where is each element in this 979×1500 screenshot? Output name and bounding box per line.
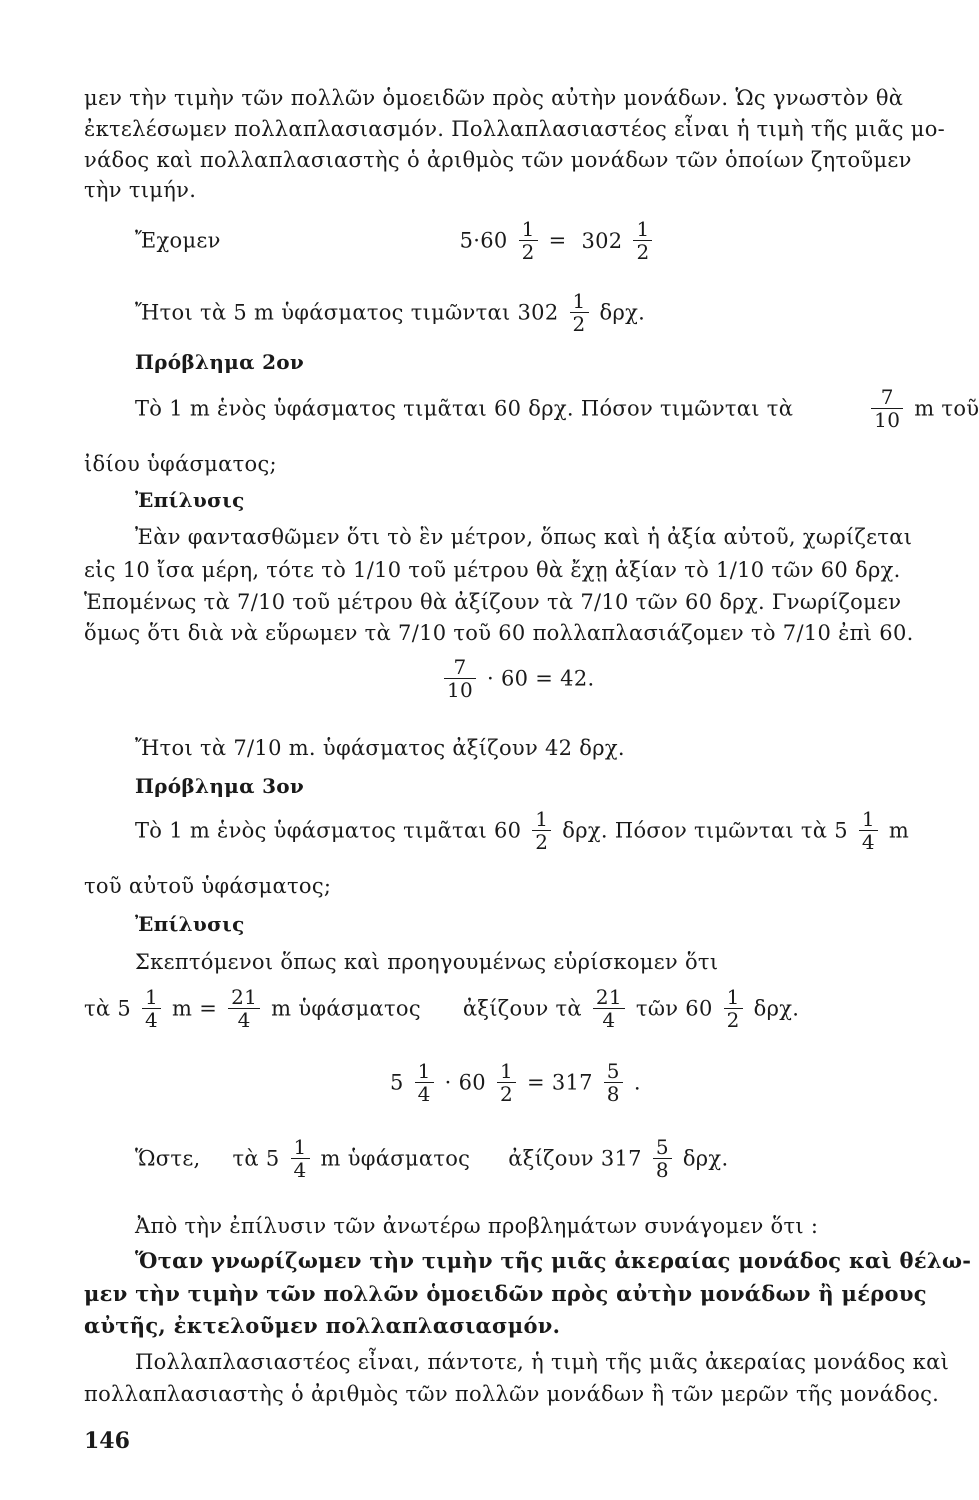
fraction: $\frac{1}{2}$: [497, 1060, 516, 1105]
fraction: $\frac{5}{8}$: [604, 1060, 623, 1105]
solution-title: Ἐπίλυσις: [135, 912, 245, 936]
question-text: Τὸ 1 m ἑνὸς ὑφάσματος τιμᾶται 60: [135, 818, 522, 843]
equation-term: m ὑφάσματος: [271, 996, 421, 1021]
question-text: m: [888, 818, 910, 843]
problem-title: Πρόβλημα 2ον: [135, 350, 305, 374]
fraction: $\frac{21}{4}$: [593, 986, 625, 1031]
result-unit: δρχ.: [599, 300, 646, 325]
text-line: Ἀπὸ τὴν ἐπίλυσιν τῶν ἀνωτέρω προβλημάτων συνάγομεν ὅτι :: [135, 1214, 819, 1238]
result-line: Ἤτοι τὰ 7/10 m. ὑφάσματος ἀξίζουν 42 δρχ.: [135, 736, 625, 760]
text-line: Σκεπτόμενοι ὅπως καὶ προηγουμένως εὑρίσκομεν ὅτι: [135, 950, 719, 974]
fraction: $\frac{7}{10}$: [444, 656, 476, 701]
equation-term: = 317: [526, 1070, 593, 1095]
fraction: $\frac{1}{2}$: [570, 290, 589, 335]
fraction: $\frac{1}{4}$: [142, 986, 161, 1031]
problem-question: [135, 385, 979, 438]
solution-title: Ἐπίλυσις: [135, 488, 245, 512]
text-line: εἰς 10 ἴσα μέρη, τότε τὸ 1/10 τοῦ μέτρου θὰ ἔχῃ ἀξίαν τὸ 1/10 τῶν 60 δρχ.: [84, 558, 901, 582]
equation-line: [135, 218, 925, 270]
equation-term: ἀξίζουν 317: [508, 1146, 642, 1171]
problem-question: [135, 808, 925, 860]
fraction: $\frac{1}{4}$: [859, 808, 878, 853]
text-line: Ἐὰν φαντασθῶμεν ὅτι τὸ ἓν μέτρον, ὅπως καὶ ἡ ἀξία αὐτοῦ, χωρίζεται: [135, 525, 913, 549]
text-line: μεν τὴν τιμὴν τῶν πολλῶν ὁμοειδῶν πρὸς αὐτὴν μονάδων. Ὡς γνωστὸν θὰ: [84, 86, 904, 110]
equation-term: τῶν 60: [635, 996, 713, 1021]
fraction: $\frac{1}{2}$: [519, 218, 538, 263]
equation-term: ἀξίζουν τὰ: [462, 996, 582, 1021]
text-line: νάδος καὶ πολλαπλασιαστὴς ὁ ἀριθμὸς τῶν μονάδων τῶν ὁποίων ζητοῦμεν: [84, 148, 912, 172]
equation-line: [135, 1136, 925, 1188]
fraction: $\frac{1}{4}$: [415, 1060, 434, 1105]
fraction: $\frac{1}{2}$: [532, 808, 551, 853]
question-text: m τοῦ: [914, 396, 979, 421]
equation-term: δρχ.: [682, 1146, 729, 1171]
equation-term: 5: [390, 1070, 404, 1095]
question-text: Τὸ 1 m ἑνὸς ὑφάσματος τιμᾶται 60 δρχ. Πόσον τιμῶνται τὰ: [135, 396, 794, 421]
rule-text: αὐτῆς, ἐκτελοῦμεν πολλαπλασιασμόν.: [84, 1313, 561, 1338]
equation-term: m =: [172, 996, 218, 1021]
equation-term: .: [633, 1070, 641, 1095]
equation-line: [390, 1060, 790, 1112]
equation-term: τὰ 5: [84, 996, 132, 1021]
equation-term: δρχ.: [753, 996, 800, 1021]
equals-sign: =: [548, 228, 567, 253]
text-line: Ἑπομένως τὰ 7/10 τοῦ μέτρου θὰ ἀξίζουν τὰ 7/10 τῶν 60 δρχ. Γνωρίζομεν: [84, 590, 902, 614]
equation-term: τὰ 5: [232, 1146, 280, 1171]
fraction: $\frac{1}{2}$: [633, 218, 652, 263]
equation-term: · 60 = 42.: [487, 666, 595, 691]
text-line: ὅμως ὅτι διὰ νὰ εὕρωμεν τὰ 7/10 τοῦ 60 πολλαπλασιάζομεν τὸ 7/10 ἐπὶ 60.: [84, 621, 914, 645]
question-text: δρχ. Πόσον τιμῶνται τὰ 5: [562, 818, 848, 843]
equation-line: [84, 986, 924, 1038]
text-line: τοῦ αὐτοῦ ὑφάσματος;: [84, 874, 332, 898]
fraction: $\frac{21}{4}$: [228, 986, 260, 1031]
text-line: πολλαπλασιαστὴς ὁ ἀριθμὸς τῶν πολλῶν μονάδων ἢ τῶν μερῶν τῆς μονάδος.: [84, 1382, 940, 1406]
equation-label: Ἔχομεν: [135, 228, 221, 253]
equation-term: 5·60: [459, 228, 508, 253]
rule-text: Ὅταν γνωρίζωμεν τὴν τιμὴν τῆς μιᾶς ἀκεραίας μονάδος καὶ θέλω-: [135, 1248, 972, 1273]
result-text: Ἤτοι τὰ 5 m ὑφάσματος τιμῶνται 302: [135, 300, 559, 325]
fraction: $\frac{1}{4}$: [291, 1136, 310, 1181]
rule-text: μεν τὴν τιμὴν τῶν πολλῶν ὁμοειδῶν πρὸς αὐτὴν μονάδων ἢ μέρους: [84, 1281, 927, 1306]
equation-term: 302: [581, 228, 623, 253]
equation-term: m ὑφάσματος: [320, 1146, 471, 1171]
fraction: $\frac{5}{8}$: [653, 1136, 672, 1181]
equation-term: Ὥστε,: [135, 1146, 201, 1171]
text-line: τὴν τιμήν.: [84, 178, 197, 202]
page-number: 146: [84, 1428, 130, 1454]
equation-term: · 60: [444, 1070, 486, 1095]
fraction: $\frac{1}{2}$: [724, 986, 743, 1031]
text-line: ἐκτελέσωμεν πολλαπλασιασμόν. Πολλαπλασιαστέος εἶναι ἡ τιμὴ τῆς μιᾶς μο-: [84, 117, 946, 141]
text-line: Πολλαπλασιαστέος εἶναι, πάντοτε, ἡ τιμὴ τῆς μιᾶς ἀκεραίας μονάδος καὶ: [135, 1350, 950, 1374]
text-line: ἰδίου ὑφάσματος;: [84, 452, 277, 476]
fraction: $\frac{7}{10}$: [871, 386, 903, 431]
problem-title: Πρόβλημα 3ον: [135, 774, 305, 798]
equation-line: [440, 656, 740, 708]
result-line: [135, 290, 925, 342]
